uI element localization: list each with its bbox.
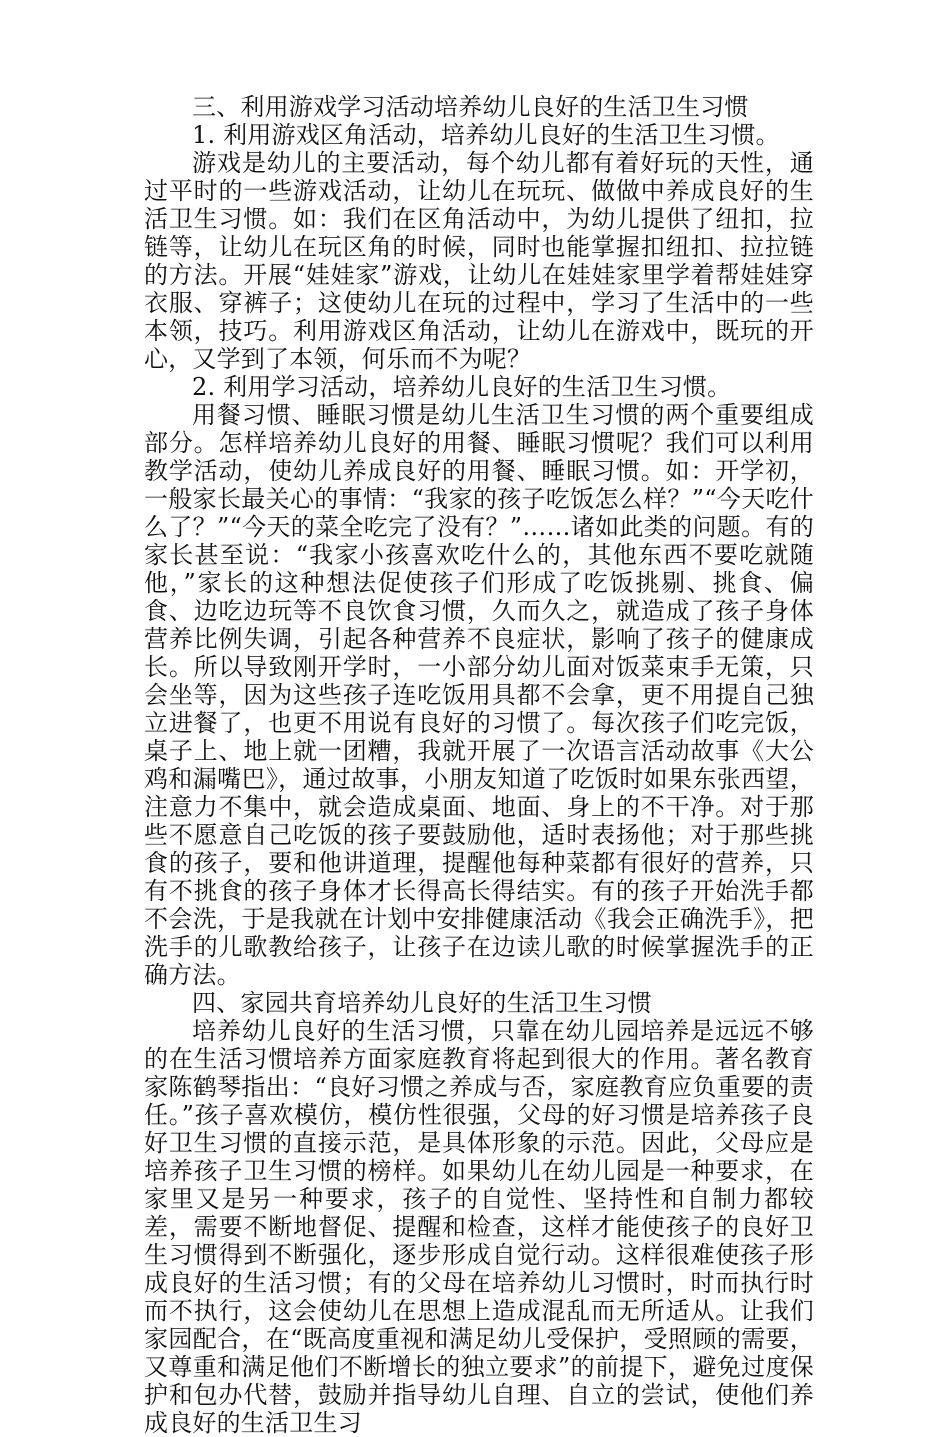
paragraph-game-activities: 游戏是幼儿的主要活动，每个幼儿都有着好玩的天性，通过平时的一些游戏活动，让幼儿在玩玩、做做中养成良好的生活卫生习惯。如：我们在区角活动中，为幼儿提供了纽扣，拉链等，让幼儿在玩区角的时候，同时也能掌握扣纽扣、拉拉链的方法。开展“娃娃家”游戏，让幼儿在娃娃家里学着帮娃娃穿衣服、穿裤子；这使幼儿在玩的过程中，学习了生活中的一些本领，技巧。利用游戏区角活动，让幼儿在游戏中，既玩的开心，又学到了本领，何乐而不为呢？ (144, 149, 814, 373)
subheading-learning-activities: 2. 利用学习活动，培养幼儿良好的生活卫生习惯。 (192, 373, 732, 401)
subheading-game-corner: 1. 利用游戏区角活动，培养幼儿良好的生活卫生习惯。 (192, 121, 780, 149)
paragraph-eating-sleeping-habits: 用餐习惯、睡眠习惯是幼儿生活卫生习惯的两个重要组成部分。怎样培养幼儿良好的用餐、睡眠习惯呢？我们可以利用教学活动，使幼儿养成良好的用餐、睡眠习惯。如：开学初，一般家长最关心的事情：“我家的孩子吃饭怎么样？”“今天吃什么了？”“今天的菜全吃完了没有？”……诸如此类的问题。有的家长甚至说：“我家小孩喜欢吃什么的，其他东西不要吃就随他，”家长的这种想法促使孩子们形成了吃饭挑剔、挑食、偏食、边吃边玩等不良饮食习惯，久而久之，就造成了孩子身体营养比例失调，引起各种营养不良症状，影响了孩子的健康成长。所以导致刚开学时，一小部分幼儿面对饭菜束手无策，只会坐等，因为这些孩子连吃饭用具都不会拿，更不用提自己独立进餐了，也更不用说有良好的习惯了。每次孩子们吃完饭，桌子上、地上就一团糟，我就开展了一次语言活动故事《大公鸡和漏嘴巴》，通过故事，小朋友知道了吃饭时如果东张西望，注意力不集中，就会造成桌面、地面、身上的不干净。对于那些不愿意自己吃饭的孩子要鼓励他，适时表扬他；对于那些挑食的孩子，要和他讲道理，提醒他每种菜都有很好的营养，只有不挑食的孩子身体才长得高长得结实。有的孩子开始洗手都不会洗，于是我就在计划中安排健康活动《我会正确洗手》，把洗手的儿歌教给孩子，让孩子在边读儿歌的时候掌握洗手的正确方法。 (144, 401, 814, 989)
paragraph-home-school-cooperation: 培养幼儿良好的生活习惯，只靠在幼儿园培养是远远不够的在生活习惯培养方面家庭教育将起到很大的作用。著名教育家陈鹤琴指出：“良好习惯之养成与否，家庭教育应负重要的责任。”孩子喜欢模仿，模仿性很强，父母的好习惯是培养孩子良好卫生习惯的直接示范，是具体形象的示范。因此，父母应是培养孩子卫生习惯的榜样。如果幼儿在幼儿园是一种要求，在家里又是另一种要求，孩子的自觉性、坚持性和自制力都较差，需要不断地督促、提醒和检查，这样才能使孩子的良好卫生习惯得到不断强化，逐步形成自觉行动。这样很难使孩子形成良好的生活习惯；有的父母在培养幼儿习惯时，时而执行时而不执行，这会使幼儿在思想上造成混乱而无所适从。让我们家园配合，在“既高度重视和满足幼儿受保护，受照顾的需要，又尊重和满足他们不断增长的独立要求”的前提下，避免过度保护和包办代替，鼓励并指导幼儿自理、自立的尝试，使他们养成良好的生活卫生习 (144, 1017, 814, 1437)
section-heading-four: 四、家园共育培养幼儿良好的生活卫生习惯 (192, 989, 652, 1017)
section-heading-three: 三、利用游戏学习活动培养幼儿良好的生活卫生习惯 (192, 93, 749, 121)
document-page (144, 93, 814, 1437)
